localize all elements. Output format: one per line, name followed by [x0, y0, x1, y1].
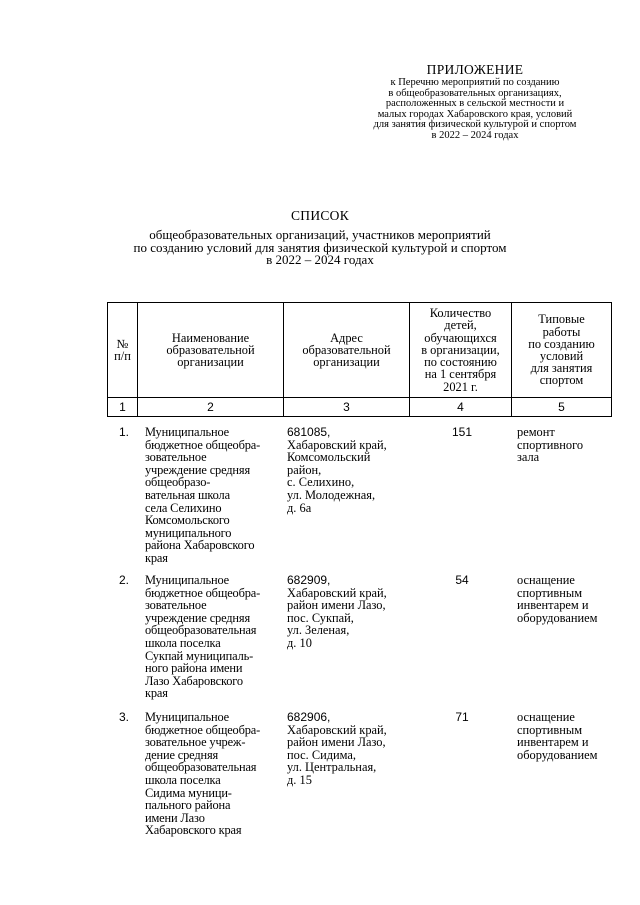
address-text: Хабаровский край, Комсомольский район, с. Селихино, ул. Молодежная, д. 6а	[287, 437, 387, 515]
row-number: 1.	[118, 425, 129, 439]
student-count: 71	[455, 710, 469, 724]
column-number: 3	[284, 398, 410, 417]
table-header	[107, 302, 612, 417]
organization-name: Муниципальное бюджетное общеобра- зовательное учреждение средняя общеобразовательная школа поселка Сукпай муниципаль- ного района имени Лазо Хабаровского края	[145, 573, 261, 701]
header-cell-label: Наименование образовательной организации	[166, 330, 255, 370]
column-number: 4	[410, 398, 512, 417]
organization-address	[287, 574, 411, 650]
column-number-row	[108, 398, 612, 417]
header-cell-count	[410, 303, 512, 398]
student-count: 151	[451, 425, 473, 439]
list-subtitle-line: в 2022 – 2024 годах	[266, 252, 374, 268]
header-cell-label: Адрес образовательной организации	[302, 330, 391, 370]
planned-work: оснащение спортивным инвентарем и оборудованием	[517, 710, 598, 762]
header-cell-label: Типовые работы по созданию условий для занятия спортом	[528, 312, 595, 388]
column-number: 1	[108, 398, 138, 417]
postal-code: 682909,	[287, 573, 331, 587]
appendix-line: в 2022 – 2024 годах	[431, 129, 519, 141]
header-cell-number	[108, 303, 138, 398]
list-subtitle-line: общеобразовательных организаций, участников мероприятий	[149, 227, 491, 242]
appendix-block	[340, 62, 610, 142]
column-number: 5	[512, 398, 612, 417]
address-text: Хабаровский край, район имени Лазо, пос. Сукпай, ул. Зеленая, д. 10	[287, 585, 387, 650]
row-number: 2.	[118, 573, 129, 587]
header-cell-work	[512, 303, 612, 398]
organization-address	[287, 711, 411, 787]
list-subtitle	[0, 229, 640, 267]
appendix-line: малых городах Хабаровского края, условий	[377, 108, 573, 120]
header-cell-address	[284, 303, 410, 398]
header-row	[108, 303, 612, 398]
header-cell-label: Количество детей, обучающихся в организации, по состоянию на 1 сентября 2021 г.	[421, 306, 500, 394]
postal-code: 681085,	[287, 425, 331, 439]
address-text: Хабаровский край, район имени Лазо, пос. Сидима, ул. Центральная, д. 15	[287, 722, 387, 787]
appendix-line: расположенных в сельской местности и	[385, 98, 565, 110]
list-title: СПИСОК	[290, 208, 350, 223]
organization-name: Муниципальное бюджетное общеобра- зовательное учреждение средняя общеобразо- вательная школа села Селихино Комсомольского муниципального района Хабаровского края	[145, 425, 261, 565]
list-subtitle-line: по созданию условий для занятия физической культурой и спортом	[133, 239, 507, 255]
column-number: 2	[138, 398, 284, 417]
appendix-title: ПРИЛОЖЕНИЕ	[426, 62, 524, 77]
appendix-line: к Перечню мероприятий по созданию	[390, 77, 560, 88]
row-number: 3.	[118, 710, 129, 724]
organization-address	[287, 426, 411, 514]
organization-name: Муниципальное бюджетное общеобра- зовательное учреж- дение средняя общеобразовательная школа поселка Сидима муници- пального района имени Лазо Хабаровского края	[145, 710, 261, 838]
student-count: 54	[455, 573, 469, 587]
postal-code: 682906,	[287, 710, 331, 724]
planned-work: оснащение спортивным инвентарем и оборудованием	[517, 573, 598, 625]
header-cell-label: № п/п	[114, 336, 131, 363]
header-cell-name	[138, 303, 284, 398]
appendix-line: в общеобразовательных организациях,	[388, 87, 562, 99]
appendix-line: для занятия физической культурой и спортом	[373, 119, 577, 131]
appendix-subtitle	[340, 78, 610, 142]
planned-work: ремонт спортивного зала	[517, 425, 584, 465]
